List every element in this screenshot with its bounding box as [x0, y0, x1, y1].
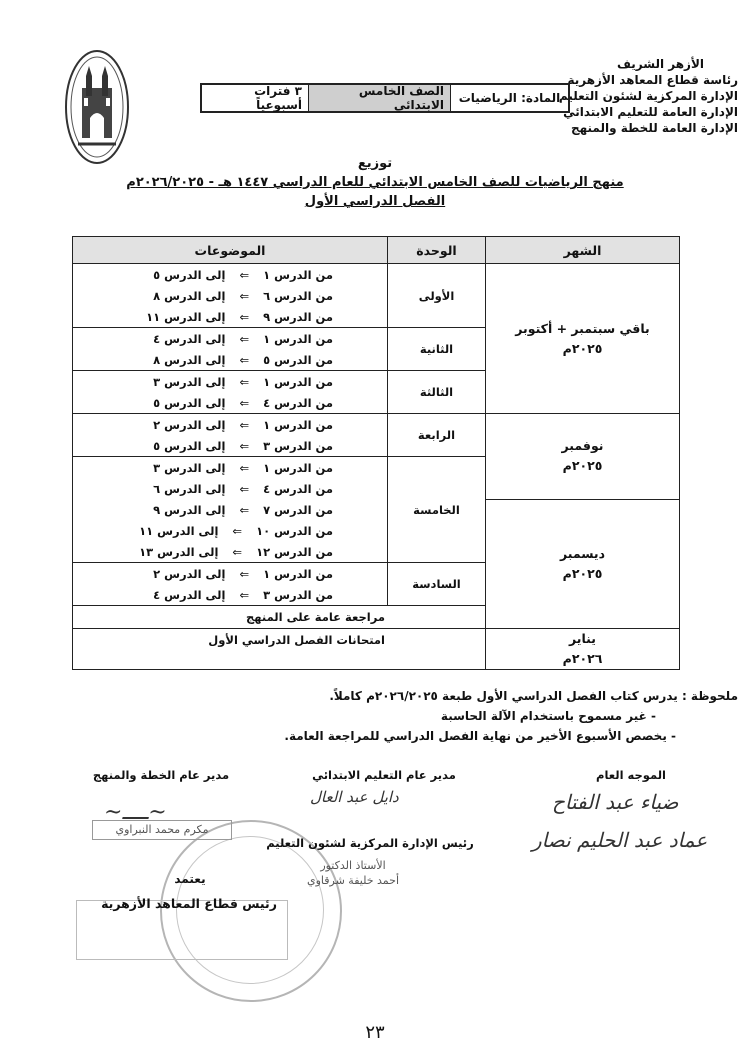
from-number: ١: [263, 331, 271, 346]
to-label: إلى الدرس: [164, 309, 226, 324]
month-name: باقي سبتمبر + أكتوبر: [515, 320, 650, 336]
stamp-line: الأستاذ الدكتور: [320, 859, 386, 872]
header-topics: الموضوعات: [73, 237, 388, 264]
to-number: ٨: [153, 288, 161, 303]
to-number: ٢: [153, 417, 161, 432]
to-label: إلى الدرس: [157, 544, 219, 559]
from-number: ٩: [263, 309, 271, 324]
from-label: من الدرس: [274, 374, 333, 389]
organization-header: [559, 56, 738, 136]
to-number: ٣: [153, 374, 161, 389]
arrow-icon: ⇐: [232, 523, 243, 538]
from-number: ٥: [263, 352, 271, 367]
to-number: ٣: [153, 460, 161, 475]
table-header-row: [73, 237, 680, 264]
from-label: من الدرس: [274, 288, 333, 303]
title-line: الفصل الدراسي الأول: [304, 194, 446, 209]
notes-block: [284, 686, 738, 746]
unit-cell: الثانية: [388, 328, 486, 371]
topic-cell: [73, 264, 388, 286]
approve-label: يعتمد: [174, 872, 206, 886]
document-title: [0, 154, 750, 211]
arrow-icon: ⇐: [232, 544, 243, 559]
topic-cell: [73, 520, 388, 541]
topic-cell: [73, 584, 388, 606]
arrow-icon: ⇐: [239, 481, 250, 496]
central-admin-title: رئيس الإدارة المركزية لشئون التعليم: [266, 836, 474, 850]
to-number: ٩: [153, 502, 161, 517]
arrow-icon: ⇐: [239, 460, 250, 475]
org-line: الإدارة المركزية لشئون التعليم: [558, 89, 738, 103]
from-label: من الدرس: [274, 395, 333, 410]
to-number: ١١: [146, 309, 161, 324]
plan-director-title: مدير عام الخطة والمنهج: [92, 768, 230, 782]
from-label: من الدرس: [274, 267, 333, 282]
month-year: ٢٠٢٥م: [562, 565, 603, 581]
org-line: الإدارة العامة للخطة والمنهج: [570, 121, 738, 135]
header-month: الشهر: [486, 237, 680, 264]
note-line: ملحوظة : يدرس كتاب الفصل الدراسي الأول طبعة ٢٠٢٦/٢٠٢٥م كاملاً.: [329, 689, 738, 703]
month-year: ٢٠٢٦م: [562, 651, 603, 666]
to-label: إلى الدرس: [164, 460, 226, 475]
topic-cell: [73, 392, 388, 414]
from-number: ٣: [263, 587, 271, 602]
to-label: إلى الدرس: [164, 417, 226, 432]
table-row: [73, 629, 680, 670]
month-name: يناير: [569, 631, 596, 646]
from-number: ٣: [263, 438, 271, 453]
arrow-icon: ⇐: [239, 331, 250, 346]
from-label: من الدرس: [274, 566, 333, 581]
review-cell: مراجعة عامة على المنهج: [73, 606, 486, 629]
to-label: إلى الدرس: [164, 288, 226, 303]
from-number: ٤: [263, 395, 271, 410]
to-number: ٢: [153, 566, 161, 581]
month-cell: [486, 414, 680, 500]
topic-cell: [73, 371, 388, 393]
org-line: رئاسة قطاع المعاهد الأزهرية: [567, 73, 738, 87]
org-line: الإدارة العامة للتعليم الابتدائي: [563, 105, 738, 119]
unit-cell: الرابعة: [388, 414, 486, 457]
from-label: من الدرس: [274, 544, 333, 559]
title-line: توزيع: [357, 156, 393, 171]
from-label: من الدرس: [274, 481, 333, 496]
month-year: ٢٠٢٥م: [562, 458, 603, 474]
topic-cell: [73, 478, 388, 499]
to-label: إلى الدرس: [164, 587, 226, 602]
unit-cell: الأولى: [388, 264, 486, 328]
from-number: ١٠: [256, 523, 271, 538]
table-row: [73, 414, 680, 436]
arrow-icon: ⇐: [239, 374, 250, 389]
grade-label: الصف الخامس الابتدائي: [308, 85, 450, 111]
topic-cell: [73, 349, 388, 371]
month-cell: [486, 629, 680, 670]
from-number: ١: [263, 374, 271, 389]
header-unit: الوحدة: [388, 237, 486, 264]
note-line: - غير مسموح باستخدام الآلة الحاسبة: [440, 709, 656, 723]
to-number: ٤: [153, 587, 161, 602]
from-number: ١: [263, 460, 271, 475]
plan-director-stamp: مكرم محمد النبراوي: [92, 820, 232, 840]
arrow-icon: ⇐: [239, 288, 250, 303]
from-label: من الدرس: [274, 331, 333, 346]
topic-cell: [73, 499, 388, 520]
to-number: ٦: [153, 481, 161, 496]
to-number: ٤: [153, 331, 161, 346]
topic-cell: [73, 541, 388, 563]
from-number: ١: [263, 566, 271, 581]
unit-cell: الثالثة: [388, 371, 486, 414]
from-number: ١: [263, 417, 271, 432]
subject-info-box: [200, 83, 570, 113]
plan-director-signature: ~ــــ~: [104, 800, 167, 825]
topic-cell: [73, 414, 388, 436]
supervisor-title: الموجه العام: [596, 768, 666, 782]
topic-cell: [73, 435, 388, 457]
table-row: [73, 499, 680, 520]
supervisor-signature: عماد عبد الحليم نصار: [532, 828, 708, 852]
arrow-icon: ⇐: [239, 267, 250, 282]
topic-cell: [73, 285, 388, 306]
to-number: ١١: [139, 523, 154, 538]
from-number: ١: [263, 267, 271, 282]
to-label: إلى الدرس: [157, 523, 219, 538]
month-year: ٢٠٢٥م: [562, 340, 603, 356]
to-label: إلى الدرس: [164, 352, 226, 367]
month-cell: [486, 264, 680, 414]
table-body: [73, 264, 680, 670]
azhar-logo-icon: [64, 48, 130, 166]
arrow-icon: ⇐: [239, 502, 250, 517]
from-label: من الدرس: [274, 309, 333, 324]
from-label: من الدرس: [274, 523, 333, 538]
unit-cell: السادسة: [388, 563, 486, 606]
to-label: إلى الدرس: [164, 502, 226, 517]
sector-head-title: رئيس قطاع المعاهد الأزهرية: [101, 896, 277, 911]
topic-cell: [73, 328, 388, 350]
supervisor-signature: ضياء عبد الفتاح: [552, 790, 679, 814]
month-name: ديسمبر: [559, 545, 606, 561]
to-number: ٥: [153, 395, 161, 410]
to-label: إلى الدرس: [164, 331, 226, 346]
periods-label: ٣ فترات أسبوعياً: [254, 84, 302, 112]
from-label: من الدرس: [274, 460, 333, 475]
org-line: الأزهر الشريف: [616, 57, 704, 71]
arrow-icon: ⇐: [239, 566, 250, 581]
primary-director-title: مدير عام التعليم الابتدائي: [312, 768, 456, 782]
from-number: ١٢: [256, 544, 271, 559]
central-admin-stamp: [288, 858, 418, 888]
from-label: من الدرس: [274, 352, 333, 367]
exams-cell: امتحانات الفصل الدراسي الأول: [73, 629, 486, 670]
arrow-icon: ⇐: [239, 587, 250, 602]
topic-cell: [73, 306, 388, 328]
stamp-line: أحمد خليفة شرقاوي: [306, 874, 400, 887]
title-line: منهج الرياضيات للصف الخامس الابتدائي للعام الدراسي ١٤٤٧ هـ - ٢٠٢٦/٢٠٢٥م: [126, 175, 624, 190]
arrow-icon: ⇐: [239, 352, 250, 367]
note-line: - يخصص الأسبوع الأخير من نهاية الفصل الدراسي للمراجعة العامة.: [284, 729, 676, 743]
from-label: من الدرس: [274, 587, 333, 602]
from-label: من الدرس: [274, 438, 333, 453]
to-number: ٨: [153, 352, 161, 367]
to-label: إلى الدرس: [164, 481, 226, 496]
topic-cell: [73, 563, 388, 585]
topic-cell: [73, 457, 388, 479]
from-number: ٦: [263, 288, 271, 303]
page-number: ٢٣: [365, 1022, 385, 1043]
month-name: نوفمبر: [561, 438, 604, 454]
to-label: إلى الدرس: [164, 267, 226, 282]
to-label: إلى الدرس: [164, 395, 226, 410]
unit-cell: الخامسة: [388, 457, 486, 563]
table-row: [73, 264, 680, 286]
from-label: من الدرس: [274, 502, 333, 517]
to-number: ١٣: [139, 544, 154, 559]
month-cell: [486, 499, 680, 629]
from-number: ٤: [263, 481, 271, 496]
to-label: إلى الدرس: [164, 566, 226, 581]
from-label: من الدرس: [274, 417, 333, 432]
primary-director-signature: دايل عبد العال: [310, 788, 399, 806]
arrow-icon: ⇐: [239, 309, 250, 324]
arrow-icon: ⇐: [239, 438, 250, 453]
arrow-icon: ⇐: [239, 395, 250, 410]
subject-label: المادة: الرياضيات: [450, 85, 568, 111]
curriculum-table: [72, 236, 680, 670]
to-number: ٥: [153, 438, 161, 453]
from-number: ٧: [263, 502, 271, 517]
to-label: إلى الدرس: [164, 438, 226, 453]
to-number: ٥: [153, 267, 161, 282]
to-label: إلى الدرس: [164, 374, 226, 389]
arrow-icon: ⇐: [239, 417, 250, 432]
